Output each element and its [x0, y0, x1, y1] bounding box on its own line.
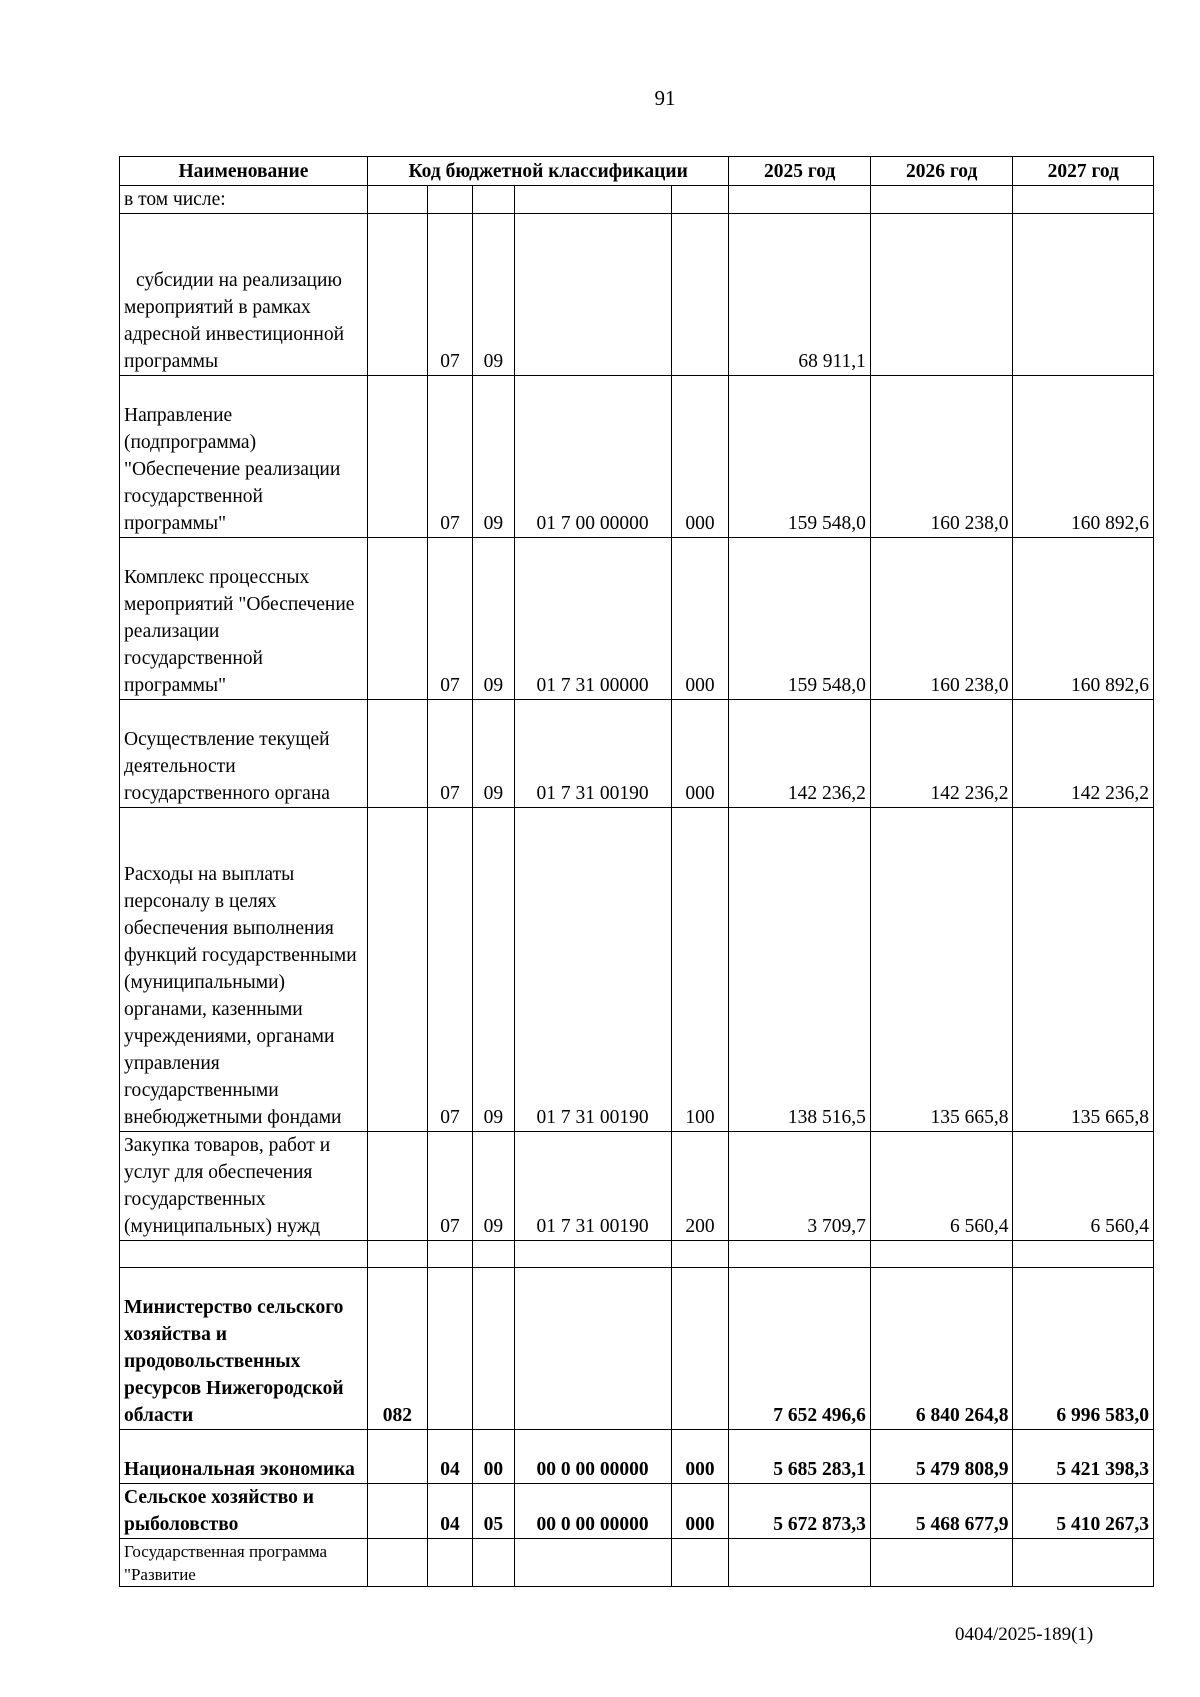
row-code-target: 00 0 00 00000: [514, 1430, 671, 1484]
row-value-2027: [1013, 1539, 1154, 1587]
row-name: в том числе:: [120, 186, 368, 214]
row-name: Осуществление текущей деятельности государственного органа: [120, 700, 368, 808]
row-name: Государственная программа "Развитие: [120, 1539, 368, 1587]
row-code-section: [427, 1241, 472, 1268]
row-code-subsection: 05: [473, 1484, 514, 1539]
row-name: Закупка товаров, работ и услуг для обеспечения государственных (муниципальных) нужд: [120, 1132, 368, 1241]
row-value-2027: 142 236,2: [1013, 700, 1154, 808]
row-value-2026: [870, 1241, 1013, 1268]
row-value-2025: 159 548,0: [729, 538, 871, 700]
table-row-spacer: [120, 1241, 1154, 1268]
row-value-2026: [870, 214, 1013, 376]
row-code-target: 01 7 31 00190: [514, 700, 671, 808]
row-code-section: 07: [427, 1132, 472, 1241]
row-value-2026: 5 479 808,9: [870, 1430, 1013, 1484]
row-code-subsection: 09: [473, 808, 514, 1132]
row-code-target: [514, 1241, 671, 1268]
row-value-2025: [729, 186, 871, 214]
row-code-section: 07: [427, 538, 472, 700]
row-code-target: 01 7 00 00000: [514, 376, 671, 538]
row-code-subsection: 00: [473, 1430, 514, 1484]
row-code-section: 07: [427, 808, 472, 1132]
row-value-2027: 160 892,6: [1013, 376, 1154, 538]
row-value-2026: 160 238,0: [870, 538, 1013, 700]
table-header-row: [120, 157, 1154, 186]
row-value-2026: 6 840 264,8: [870, 1268, 1013, 1430]
row-name: Направление (подпрограмма) "Обеспечение реализации государственной программы": [120, 376, 368, 538]
row-value-2025: 7 652 496,6: [729, 1268, 871, 1430]
page-number: 91: [654, 86, 676, 110]
row-value-2025: 142 236,2: [729, 700, 871, 808]
row-code-expense-type: 000: [671, 376, 729, 538]
row-name: Национальная экономика: [120, 1430, 368, 1484]
table-row: [120, 376, 1154, 538]
row-value-2027: 6 560,4: [1013, 1132, 1154, 1241]
row-code-expense-type: [671, 214, 729, 376]
row-value-2026: 6 560,4: [870, 1132, 1013, 1241]
row-code-ministry: [367, 1430, 427, 1484]
row-value-2027: [1013, 186, 1154, 214]
table-row: [120, 1539, 1154, 1587]
row-code-section: 04: [427, 1430, 472, 1484]
row-value-2025: 159 548,0: [729, 376, 871, 538]
row-code-subsection: 09: [473, 1132, 514, 1241]
row-code-target: [514, 1539, 671, 1587]
row-value-2026: 135 665,8: [870, 808, 1013, 1132]
row-code-expense-type: 000: [671, 538, 729, 700]
row-code-target: [514, 186, 671, 214]
row-code-subsection: 09: [473, 376, 514, 538]
table-row: [120, 1484, 1154, 1539]
row-value-2027: 135 665,8: [1013, 808, 1154, 1132]
row-value-2025: 68 911,1: [729, 214, 871, 376]
row-value-2025: 5 685 283,1: [729, 1430, 871, 1484]
row-code-ministry: [367, 1241, 427, 1268]
row-code-ministry: [367, 1132, 427, 1241]
row-code-subsection: [473, 186, 514, 214]
row-value-2026: 142 236,2: [870, 700, 1013, 808]
row-code-target: 00 0 00 00000: [514, 1484, 671, 1539]
row-code-subsection: [473, 1268, 514, 1430]
row-code-expense-type: [671, 186, 729, 214]
row-code-expense-type: 000: [671, 700, 729, 808]
table-row: [120, 700, 1154, 808]
row-name: субсидии на реализацию мероприятий в рамках адресной инвестиционной программы: [120, 214, 368, 376]
row-code-target: [514, 1268, 671, 1430]
row-code-expense-type: [671, 1539, 729, 1587]
row-code-target: 01 7 31 00190: [514, 808, 671, 1132]
row-code-section: [427, 1539, 472, 1587]
row-code-ministry: [367, 1539, 427, 1587]
row-value-2027: 5 421 398,3: [1013, 1430, 1154, 1484]
row-value-2026: [870, 1539, 1013, 1587]
row-code-section: 07: [427, 214, 472, 376]
table-row: [120, 214, 1154, 376]
row-code-subsection: 09: [473, 700, 514, 808]
row-code-ministry: [367, 376, 427, 538]
row-value-2025: 3 709,7: [729, 1132, 871, 1241]
row-code-section: 07: [427, 376, 472, 538]
row-code-expense-type: [671, 1241, 729, 1268]
row-name: [120, 1241, 368, 1268]
row-code-ministry: [367, 214, 427, 376]
header-name: Наименование: [120, 157, 368, 186]
row-code-subsection: 09: [473, 538, 514, 700]
row-code-subsection: [473, 1241, 514, 1268]
row-code-expense-type: 000: [671, 1430, 729, 1484]
row-code-target: 01 7 31 00000: [514, 538, 671, 700]
row-value-2025: 138 516,5: [729, 808, 871, 1132]
row-code-section: [427, 186, 472, 214]
row-name: Министерство сельского хозяйства и продовольственных ресурсов Нижегородской области: [120, 1268, 368, 1430]
row-code-section: 04: [427, 1484, 472, 1539]
row-code-ministry: [367, 700, 427, 808]
row-code-ministry: [367, 808, 427, 1132]
row-value-2027: [1013, 1241, 1154, 1268]
table-row: [120, 1268, 1154, 1430]
row-value-2027: 160 892,6: [1013, 538, 1154, 700]
row-value-2026: 160 238,0: [870, 376, 1013, 538]
header-code: Код бюджетной классификации: [367, 157, 729, 186]
row-value-2026: 5 468 677,9: [870, 1484, 1013, 1539]
row-code-expense-type: [671, 1268, 729, 1430]
row-code-expense-type: 200: [671, 1132, 729, 1241]
row-value-2027: 6 996 583,0: [1013, 1268, 1154, 1430]
row-code-section: 07: [427, 700, 472, 808]
document-code: 0404/2025-189(1): [955, 1624, 1094, 1645]
header-2025: 2025 год: [729, 157, 871, 186]
row-value-2025: [729, 1539, 871, 1587]
row-value-2026: [870, 186, 1013, 214]
row-name: Комплекс процессных мероприятий "Обеспечение реализации государственной программы": [120, 538, 368, 700]
table-row: [120, 538, 1154, 700]
row-code-section: [427, 1268, 472, 1430]
row-value-2027: [1013, 214, 1154, 376]
table-row: [120, 1132, 1154, 1241]
row-code-expense-type: 000: [671, 1484, 729, 1539]
row-code-subsection: 09: [473, 214, 514, 376]
row-name: Расходы на выплаты персоналу в целях обеспечения выполнения функций государственными (муниципальными) органами, казенными учреждениями, органами управления государственными внебюджетными фондами: [120, 808, 368, 1132]
table-row: [120, 808, 1154, 1132]
row-code-ministry: [367, 186, 427, 214]
row-code-subsection: [473, 1539, 514, 1587]
row-value-2025: [729, 1241, 871, 1268]
budget-table: [119, 156, 1154, 1587]
row-value-2025: 5 672 873,3: [729, 1484, 871, 1539]
row-code-ministry: [367, 538, 427, 700]
row-code-target: [514, 214, 671, 376]
row-code-target: 01 7 31 00190: [514, 1132, 671, 1241]
table-row: [120, 1430, 1154, 1484]
header-2026: 2026 год: [870, 157, 1013, 186]
header-2027: 2027 год: [1013, 157, 1154, 186]
row-code-ministry: [367, 1484, 427, 1539]
table-row: [120, 186, 1154, 214]
row-value-2027: 5 410 267,3: [1013, 1484, 1154, 1539]
row-code-ministry: 082: [367, 1268, 427, 1430]
row-code-expense-type: 100: [671, 808, 729, 1132]
row-name: Сельское хозяйство и рыболовство: [120, 1484, 368, 1539]
